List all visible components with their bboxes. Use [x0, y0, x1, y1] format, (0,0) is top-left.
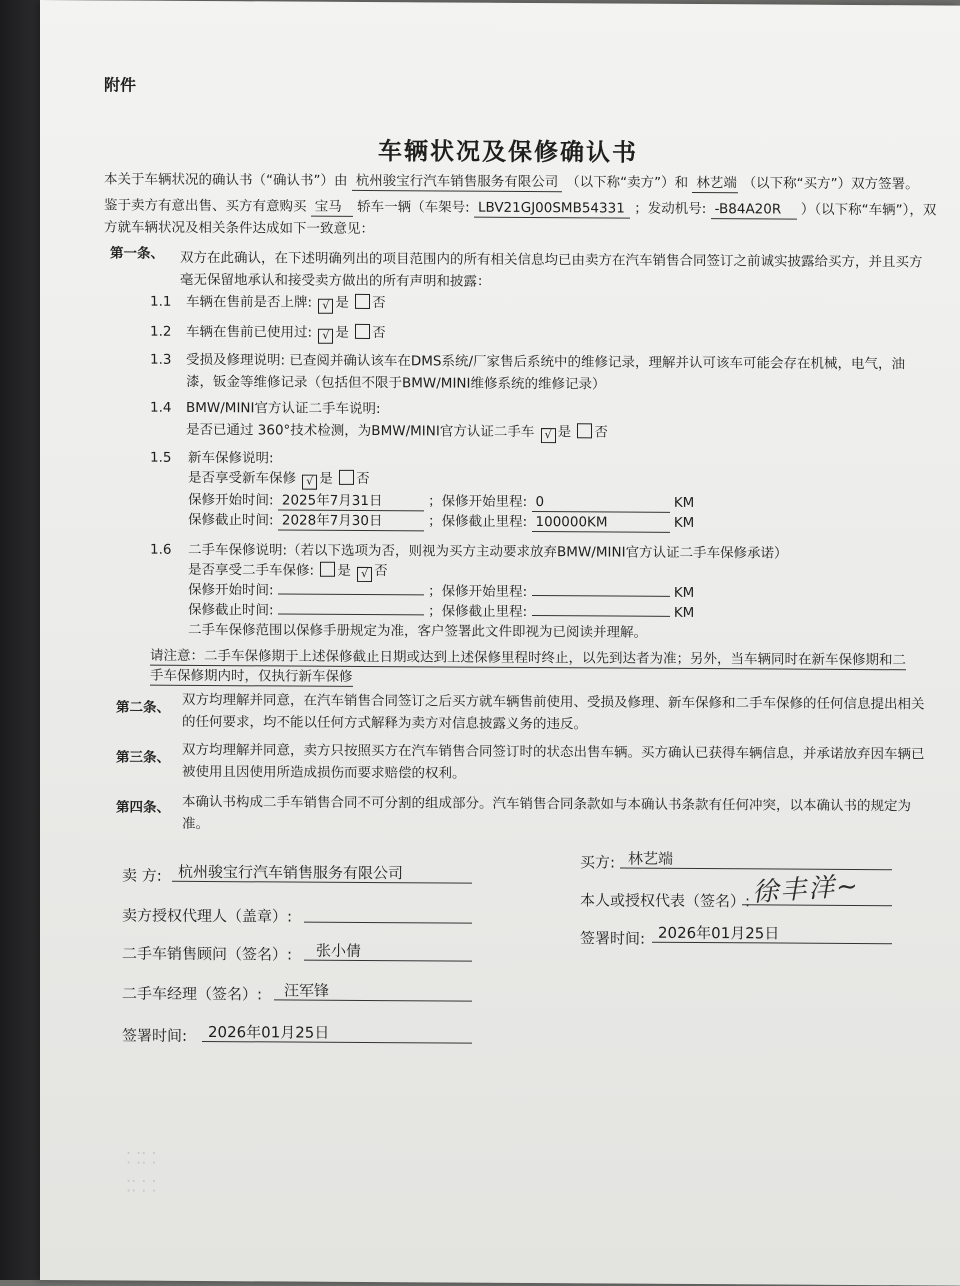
intro-text: 本关于车辆状况的确认书（“确认书”）由: [104, 171, 348, 189]
warranty-start-field: 2025年7月31日: [278, 491, 424, 511]
item-number: 1.4: [150, 399, 172, 416]
engine-number-field: -B84A20R: [711, 200, 797, 220]
item-1-3-text: 漆，钣金等维修记录（包括但不限于BMW/MINI维修系统的维修记录）: [186, 373, 606, 393]
item-1-2: [186, 323, 386, 344]
yes-label: 是: [337, 562, 351, 579]
document-title: 车辆状况及保修确认书: [378, 137, 638, 167]
checkbox-yes[interactable]: [320, 562, 335, 577]
intro-text: （以下称“买方”）双方签署。: [742, 175, 919, 193]
buyer-value: 林艺端: [628, 849, 674, 868]
warranty-start-label: 保修开始时间:: [188, 491, 274, 509]
item-1-1: [186, 293, 386, 314]
document-page: [40, 0, 960, 1286]
bleed-through-mark: ⁚⁚ ⁚ ⁚: [126, 1176, 157, 1196]
mileage-start-label: ；保修开始里程:: [428, 583, 528, 600]
item-text: 车辆在售前已使用过:: [186, 323, 313, 341]
no-label: 否: [374, 563, 388, 580]
item-text: 车辆在售前是否上牌:: [186, 293, 313, 311]
agent-label: 卖方授权代理人（盖章）:: [122, 906, 293, 926]
seller-name-field: 杭州骏宝行汽车销售服务有限公司: [352, 172, 562, 192]
used-warranty-start-field: [278, 593, 424, 595]
warranty-end-row: [188, 511, 694, 533]
item-1-4: [186, 421, 608, 444]
item-number: 1.2: [150, 323, 172, 340]
buyer-date-value: 2026年01月25日: [658, 923, 780, 943]
mileage-start-label: ；保修开始里程:: [428, 493, 528, 510]
item-number: 1.6: [150, 541, 172, 558]
item-1-5: [188, 469, 370, 490]
used-warranty-scope: 二手车保修范围以保修手册规定为准，客户签署此文件即视为已阅读并理解。: [188, 621, 647, 641]
item-1-3-text: 受损及修理说明: 已查阅并确认该车在DMS系统/厂家售后系统中的维修记录，理解并认可该车可能会存在机械，电气，油: [186, 351, 905, 373]
manager-underline: [274, 999, 472, 1001]
buyer-name-field: 林艺端: [692, 174, 738, 193]
no-label: 否: [372, 325, 386, 342]
km-unit: KM: [673, 584, 695, 601]
checkbox-no[interactable]: [355, 294, 370, 309]
article-2-text: 的任何要求，均不能以任何方式解释为卖方对信息披露义务的违反。: [182, 713, 587, 733]
used-mileage-start-field: [532, 595, 670, 597]
warranty-end-field: 2028年7月30日: [278, 511, 424, 531]
brand-field: 宝马: [311, 198, 353, 217]
buyer-label: 买方:: [580, 853, 616, 872]
article-3-text: 双方均理解并同意，卖方只按照买方在汽车销售合同签订时的状态出售车辆。买方确认已获得车辆信息，并承诺放弃因车辆已: [182, 741, 925, 763]
manager-value: 汪军锋: [284, 981, 330, 1000]
checkbox-yes[interactable]: √: [318, 299, 333, 314]
item-1-6-text: 二手车保修说明:（若以下选项为否，则视为买方主动要求放弃BMW/MINI官方认证二手车保修承诺）: [188, 541, 788, 562]
intro-line-2: [104, 196, 936, 220]
item-number: 1.5: [150, 449, 172, 466]
mileage-end-label: ；保修截止里程:: [428, 513, 528, 530]
used-mileage-end-field: [532, 615, 670, 617]
no-label: 否: [594, 424, 608, 441]
checkbox-yes[interactable]: √: [318, 329, 333, 344]
item-text: 是否已通过 360°技术检测，为BMW/MINI官方认证二手车: [186, 421, 535, 441]
mileage-end-field: 100000KM: [532, 513, 670, 533]
yes-label: 是: [319, 470, 333, 487]
intro-text: 轿车一辆（车架号:: [357, 198, 470, 216]
used-warranty-start-row: [188, 581, 694, 602]
no-label: 否: [356, 470, 370, 488]
intro-text: （以下称“卖方”）和: [566, 174, 689, 191]
warranty-end-label: 保修截止时间:: [188, 511, 274, 529]
intro-line-3: 方就车辆状况及相关条件达成如下一致意见：: [104, 219, 374, 238]
used-warranty-end-field: [278, 613, 424, 615]
checkbox-yes[interactable]: √: [541, 428, 556, 443]
article-2-text: 双方均理解并同意，在汽车销售合同签订之后买方就车辆售前使用、受损及修理、新车保修和二手车保修的任何信息提出相关: [182, 691, 925, 713]
consultant-value: 张小倩: [316, 941, 362, 960]
seller-value: 杭州骏宝行汽车销售服务有限公司: [178, 862, 404, 883]
article-1-text: 双方在此确认，在下述明确列出的项目范围内的所有相关信息均已由卖方在汽车销售合同签订之前诚实披露给买方，并且买方: [180, 249, 923, 271]
article-4-text: 本确认书构成二手车销售合同不可分割的组成部分。汽车销售合同条款如与本确认书条款有任何冲突，以本确认书的规定为: [182, 793, 911, 815]
mileage-start-field: 0: [532, 493, 670, 513]
article-3-label: 第三条、: [116, 749, 170, 766]
item-1-6: [188, 561, 388, 582]
yes-label: 是: [335, 294, 349, 311]
agent-underline: [304, 922, 472, 924]
seller-label: 卖 方:: [122, 866, 162, 885]
attachment-label: 附件: [104, 75, 137, 95]
seller-date-underline: [202, 1041, 472, 1044]
item-1-4-text: BMW/MINI官方认证二手车说明:: [186, 399, 381, 418]
intro-line-1: [104, 170, 919, 194]
vin-field: LBV21GJ00SMB54331: [474, 199, 630, 219]
consultant-label: 二手车销售顾问（签名）:: [122, 944, 293, 964]
checkbox-yes[interactable]: √: [302, 475, 317, 490]
item-text: 是否享受二手车保修:: [188, 561, 315, 579]
article-4-text: 准。: [182, 815, 209, 833]
item-text: 是否享受新车保修: [188, 469, 296, 487]
km-unit: KM: [673, 494, 695, 511]
consultant-underline: [304, 960, 472, 962]
intro-text: 鉴于卖方有意出售、买方有意购买: [104, 197, 307, 215]
seller-date-label: 签署时间:: [122, 1026, 188, 1045]
note-line-2: 手车保修期内时，仅执行新车保修: [150, 667, 353, 685]
checkbox-no[interactable]: [577, 423, 592, 438]
yes-label: 是: [557, 424, 572, 441]
buyer-date-underline: [652, 942, 892, 944]
manager-label: 二手车经理（签名）:: [122, 984, 263, 1004]
km-unit: KM: [673, 604, 695, 621]
article-3-text: 被使用且因使用所造成损伤而要求赔偿的权利。: [182, 763, 466, 782]
buyer-date-label: 签署时间:: [580, 929, 646, 948]
article-1-label: 第一条、: [110, 245, 164, 262]
warranty-start-row: [188, 491, 694, 513]
seller-underline: [172, 881, 472, 884]
article-4-label: 第四条、: [116, 799, 170, 816]
yes-label: 是: [335, 324, 349, 341]
intro-text: ）（以下称“车辆”），双: [800, 201, 937, 219]
mileage-end-label: ；保修截止里程:: [428, 603, 528, 620]
item-number: 1.3: [150, 351, 172, 368]
warranty-end-label: 保修截止时间:: [188, 601, 274, 619]
intro-text: ；发动机号:: [634, 200, 707, 218]
checkbox-no[interactable]: [355, 324, 370, 339]
used-warranty-end-row: [188, 601, 694, 622]
seller-date-value: 2026年01月25日: [208, 1023, 330, 1042]
no-label: 否: [372, 295, 386, 312]
representative-label: 本人或授权代表（签名）:: [580, 891, 751, 911]
checkbox-no[interactable]: [339, 470, 354, 485]
bleed-through-mark: ⁚ ⁚⁚ ⁚: [126, 1148, 157, 1168]
note-line-1: 请注意：二手车保修期于上述保修截止日期或达到上述保修里程时终止，以先到达者为准；另外，当车辆同时在新车保修期和二: [150, 647, 906, 669]
buyer-signature: 徐丰洋~: [751, 871, 861, 909]
article-1-text: 毫无保留地承认和接受卖方做出的所有声明和披露：: [180, 271, 491, 290]
checkbox-no[interactable]: √: [357, 567, 372, 582]
km-unit: KM: [673, 514, 695, 531]
item-number: 1.1: [150, 293, 172, 310]
article-2-label: 第二条、: [116, 699, 170, 716]
item-1-5-text: 新车保修说明:: [188, 449, 274, 467]
warranty-start-label: 保修开始时间:: [188, 581, 274, 599]
